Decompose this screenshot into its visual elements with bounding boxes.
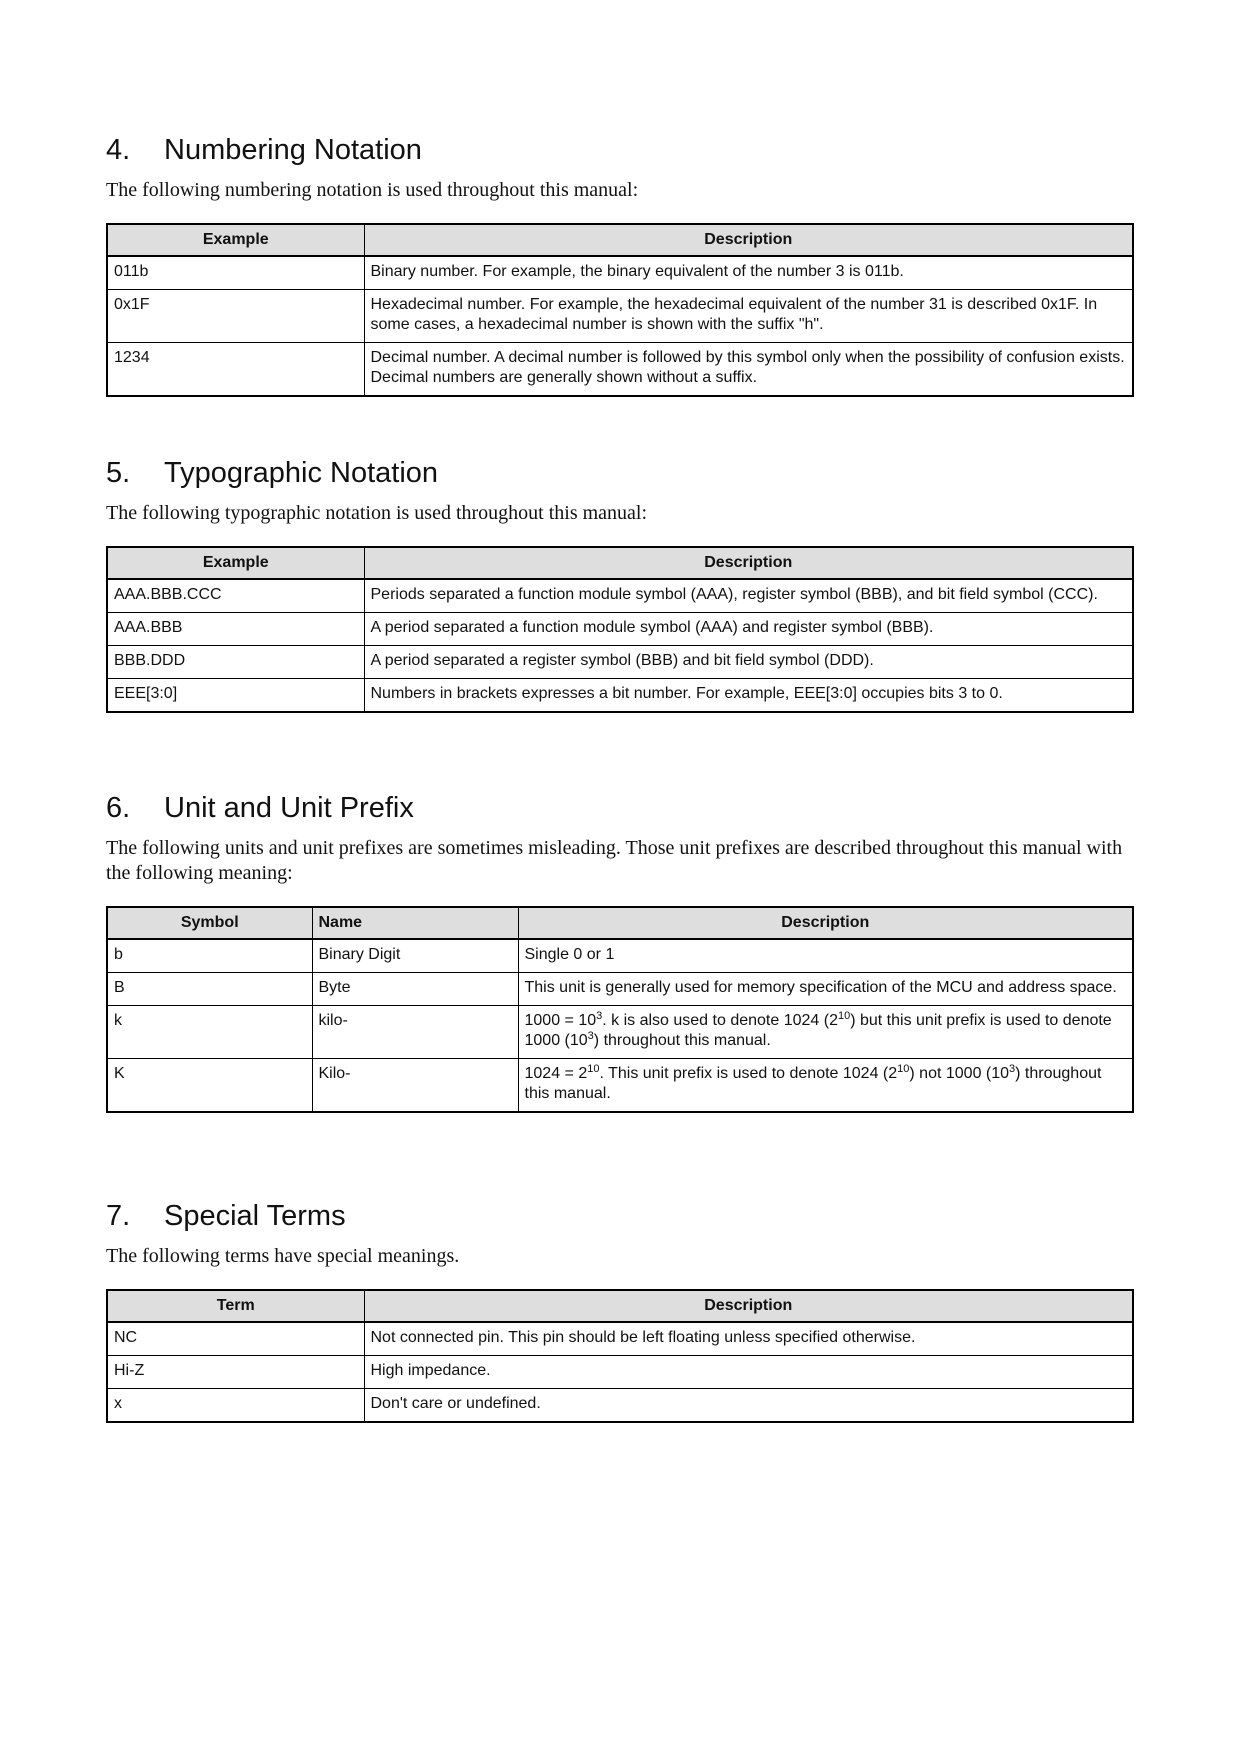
table-row — [107, 1356, 1133, 1389]
section-intro: The following units and unit prefixes are sometimes misleading. Those unit prefixes are described throughout this manual with the following meaning: — [106, 837, 1123, 884]
superscript: 10 — [587, 1063, 600, 1075]
table-row — [107, 579, 1133, 613]
section-special-terms — [106, 1199, 1134, 1423]
table-cell: This unit is generally used for memory specification of the MCU and address space. — [518, 973, 1133, 1006]
table-cell: AAA.BBB — [107, 613, 364, 646]
table-cell: B — [107, 973, 312, 1006]
text: ) but this unit prefix is used to denote 1000 (10 — [524, 1012, 1112, 1049]
superscript: 10 — [837, 1010, 851, 1022]
superscript: 10 — [897, 1063, 910, 1075]
table-cell: BBB.DDD — [107, 646, 364, 679]
text: 1024 = 2 — [524, 1065, 588, 1082]
table-cell: 0x1F — [107, 290, 364, 343]
table-cell: High impedance. — [364, 1356, 1133, 1389]
table-row — [107, 1322, 1133, 1356]
section-number: 7. — [106, 1200, 131, 1232]
section-number: 6. — [106, 792, 131, 824]
table-row — [107, 1389, 1133, 1423]
table-cell: A period separated a function module symbol (AAA) and register symbol (BBB). — [364, 613, 1133, 646]
section-unit-prefix — [106, 791, 1134, 1113]
table-cell: Don't care or undefined. — [364, 1389, 1133, 1423]
superscript: 3 — [596, 1010, 603, 1022]
superscript: 3 — [1009, 1063, 1016, 1075]
section-heading — [106, 1199, 1134, 1233]
table-header-row — [107, 1290, 1133, 1322]
table-row — [107, 973, 1133, 1006]
table-header-row — [107, 907, 1133, 939]
text: ) not 1000 (10 — [909, 1065, 1010, 1082]
table-row — [107, 256, 1133, 290]
table-cell: NC — [107, 1322, 364, 1356]
table-cell: Hi-Z — [107, 1356, 364, 1389]
column-header: Example — [107, 547, 364, 579]
table-cell: Binary Digit — [312, 939, 518, 973]
section-intro: The following numbering notation is used throughout this manual: — [106, 179, 639, 201]
table-cell: Periods separated a function module symbol (AAA), register symbol (BBB), and bit field symbol (CCC). — [364, 579, 1133, 613]
section-intro: The following terms have special meanings. — [106, 1245, 460, 1267]
table-cell: Single 0 or 1 — [518, 939, 1133, 973]
table-row — [107, 613, 1133, 646]
table-header-row — [107, 547, 1133, 579]
section-number: 5. — [106, 457, 131, 489]
table-cell: EEE[3:0] — [107, 679, 364, 713]
table-row — [107, 1059, 1133, 1113]
section-intro: The following typographic notation is used throughout this manual: — [106, 502, 648, 524]
unit-prefix-table — [106, 906, 1134, 1113]
column-header: Description — [364, 224, 1133, 256]
section-title: Unit and Unit Prefix — [164, 792, 414, 824]
section-title: Special Terms — [164, 1200, 346, 1232]
table-cell: Binary number. For example, the binary equivalent of the number 3 is 011b. — [364, 256, 1133, 290]
table-cell: x — [107, 1389, 364, 1423]
table-cell: Not connected pin. This pin should be left floating unless specified otherwise. — [364, 1322, 1133, 1356]
table-row — [107, 290, 1133, 343]
table-row — [107, 646, 1133, 679]
column-header: Description — [364, 547, 1133, 579]
table-cell — [518, 1059, 1133, 1113]
numbering-notation-table — [106, 223, 1134, 397]
column-header: Description — [518, 907, 1133, 939]
text: 1000 = 10 — [524, 1012, 597, 1029]
table-cell: AAA.BBB.CCC — [107, 579, 364, 613]
table-row — [107, 939, 1133, 973]
table-cell: 1234 — [107, 343, 364, 397]
text: ) throughout this manual. — [524, 1065, 1102, 1102]
table-cell: kilo- — [312, 1006, 518, 1059]
text: ) throughout this manual. — [593, 1032, 771, 1049]
table-cell: Hexadecimal number. For example, the hexadecimal equivalent of the number 31 is described 0x1F. In some cases, a hexadecimal number is shown with the suffix "h". — [364, 290, 1133, 343]
superscript: 3 — [587, 1030, 594, 1042]
text: . This unit prefix is used to denote 1024 (2 — [599, 1065, 898, 1082]
table-row — [107, 1006, 1133, 1059]
section-title: Typographic Notation — [164, 457, 439, 489]
table-cell: Decimal number. A decimal number is followed by this symbol only when the possibility of confusion exists. Decimal numbers are generally shown without a suffix. — [364, 343, 1133, 397]
text: . k is also used to denote 1024 (2 — [602, 1012, 838, 1029]
section-heading — [106, 133, 1134, 167]
table-cell: k — [107, 1006, 312, 1059]
table-cell: A period separated a register symbol (BBB) and bit field symbol (DDD). — [364, 646, 1133, 679]
table-cell: Byte — [312, 973, 518, 1006]
section-heading — [106, 456, 1134, 490]
table-row — [107, 343, 1133, 397]
column-header: Symbol — [107, 907, 312, 939]
table-cell: b — [107, 939, 312, 973]
section-heading — [106, 791, 1134, 825]
column-header: Description — [364, 1290, 1133, 1322]
section-title: Numbering Notation — [164, 134, 422, 166]
section-number: 4. — [106, 134, 131, 166]
section-numbering-notation — [106, 133, 1134, 397]
column-header: Example — [107, 224, 364, 256]
table-cell: Kilo- — [312, 1059, 518, 1113]
column-header: Name — [312, 907, 518, 939]
special-terms-table — [106, 1289, 1134, 1423]
column-header: Term — [107, 1290, 364, 1322]
table-row — [107, 679, 1133, 713]
typographic-notation-table — [106, 546, 1134, 713]
section-typographic-notation — [106, 456, 1134, 713]
table-cell: 011b — [107, 256, 364, 290]
table-cell — [518, 1006, 1133, 1059]
table-cell: Numbers in brackets expresses a bit number. For example, EEE[3:0] occupies bits 3 to 0. — [364, 679, 1133, 713]
table-cell: K — [107, 1059, 312, 1113]
table-header-row — [107, 224, 1133, 256]
